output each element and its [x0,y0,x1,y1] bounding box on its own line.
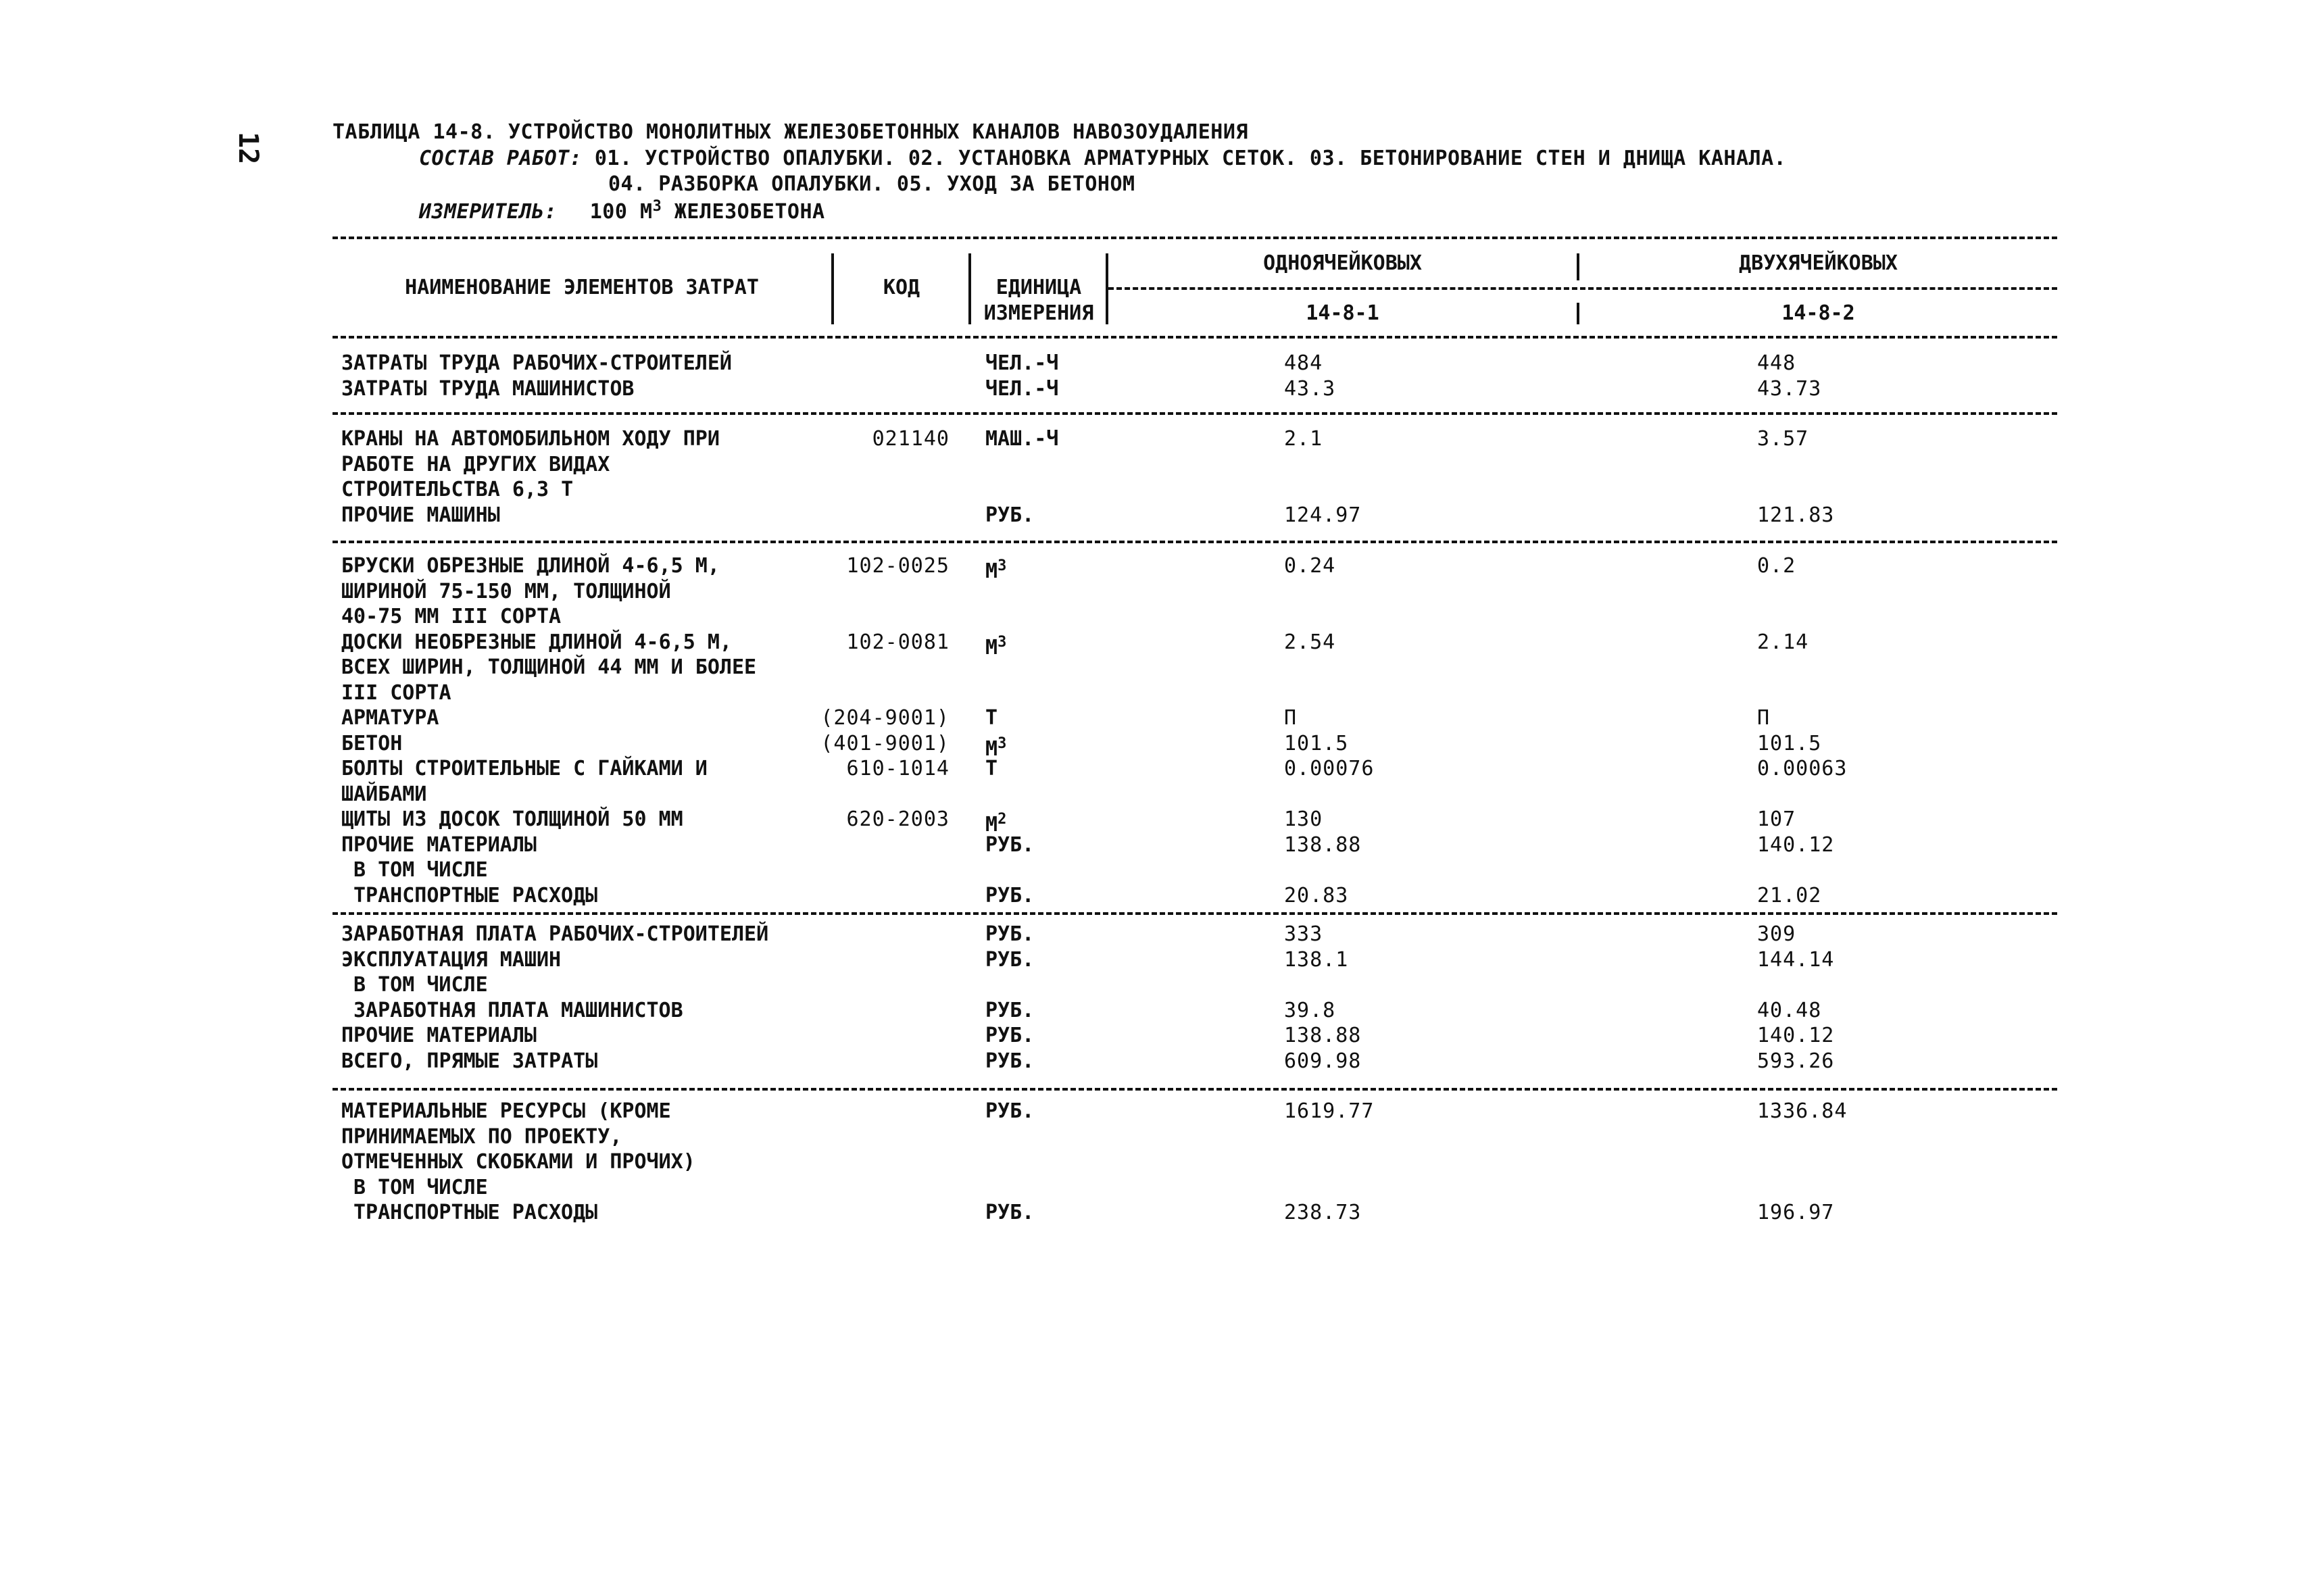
row-unit: РУБ. [985,832,1035,857]
row-code: 620-2003 [846,807,950,831]
row-value-14-8-2: 2.14 [1757,630,1809,654]
row-unit: РУБ. [985,922,1035,946]
row-code: 021140 [872,427,950,451]
page-number: 12 [232,132,264,165]
row-name-line: ОТМЕЧЕННЫХ СКОБКАМИ И ПРОЧИХ) [341,1150,695,1174]
row-value-14-8-2: 40.48 [1757,998,1822,1022]
row-value-14-8-2: 101.5 [1757,731,1822,755]
row-name-line: III СОРТА [341,680,451,705]
table-top-rule [333,236,2057,239]
row-value-14-8-2: П [1757,706,1771,730]
col-header-14-8-1: 14-8-1 [1306,301,1379,325]
row-unit: РУБ. [985,883,1035,907]
table-title: ТАБЛИЦА 14-8. УСТРОЙСТВО МОНОЛИТНЫХ ЖЕЛЕЗОБЕТОННЫХ КАНАЛОВ НАВОЗОУДАЛЕНИЯ [333,120,1248,144]
row-name-line: 40-75 ММ III СОРТА [341,605,562,628]
row-value-14-8-2: 21.02 [1757,883,1822,907]
row-unit: $М^3$ [985,557,1007,583]
row-name-line: АРМАТУРА [341,706,439,730]
group-rule [1108,287,2057,290]
row-value-14-8-1: 39.8 [1284,998,1336,1022]
row-name-line: БЕТОН [341,731,403,755]
row-value-14-8-1: 43.3 [1284,376,1336,401]
row-name-line: ЗАТРАТЫ ТРУДА РАБОЧИХ-СТРОИТЕЛЕЙ [341,351,732,375]
row-value-14-8-1: 609.98 [1284,1049,1362,1073]
row-value-14-8-2: 196.97 [1757,1201,1835,1224]
row-name-line: ТРАНСПОРТНЫЕ РАСХОДЫ [353,1201,598,1224]
section-divider [333,912,2057,915]
row-value-14-8-2: 140.12 [1757,832,1835,857]
work-composition [419,147,1786,170]
row-value-14-8-1: 138.1 [1284,947,1349,972]
row-value-14-8-2: 3.57 [1757,427,1809,451]
row-value-14-8-1: 101.5 [1284,731,1349,755]
row-name-line: СТРОИТЕЛЬСТВА 6,3 Т [341,478,574,501]
row-value-14-8-2: 121.83 [1757,503,1835,527]
row-value-14-8-2: 144.14 [1757,947,1835,972]
row-unit: РУБ. [985,1201,1035,1224]
row-unit: Т [985,706,998,730]
row-name-line: МАТЕРИАЛЬНЫЕ РЕСУРСЫ (КРОМЕ [341,1099,671,1123]
row-name-line: ШИРИНОЙ 75-150 ММ, ТОЛЩИНОЙ [341,579,671,603]
col-header-group-1: ОДНОЯЧЕЙКОВЫХ [1263,251,1422,275]
table-head-rule [333,336,2057,339]
row-name-line: ПРОЧИЕ МАТЕРИАЛЫ [341,832,537,857]
row-name-line: В ТОМ ЧИСЛЕ [353,973,488,997]
row-code: (204-9001) [820,706,950,730]
meter [419,198,825,224]
row-value-14-8-1: 2.54 [1284,630,1336,654]
row-name-line: ПРОЧИЕ МАТЕРИАЛЫ [341,1024,537,1047]
row-name-line: ЗАРАБОТНАЯ ПЛАТА МАШИНИСТОВ [353,998,683,1022]
row-value-14-8-1: 130 [1284,807,1323,831]
row-value-14-8-2: 0.2 [1757,554,1796,578]
row-unit: Т [985,757,998,780]
row-value-14-8-1: 1619.77 [1284,1099,1375,1123]
row-value-14-8-1: 20.83 [1284,883,1349,907]
row-name-line: БРУСКИ ОБРЕЗНЫЕ ДЛИНОЙ 4-6,5 М, [341,554,720,578]
work-line-2: 04. РАЗБОРКА ОПАЛУБКИ. 05. УХОД ЗА БЕТОНОМ [608,172,1135,196]
col-header-unit-2: ИЗМЕРЕНИЯ [983,301,1094,325]
row-unit: ЧЕЛ.-Ч [985,351,1059,375]
col-header-14-8-2: 14-8-2 [1781,301,1855,325]
meter-tail: ЖЕЛЕЗОБЕТОНА [662,200,825,224]
meter-value: 100 М [589,200,653,224]
row-unit: МАШ.-Ч [985,427,1059,451]
row-name-line: В ТОМ ЧИСЛЕ [353,858,488,882]
row-value-14-8-2: 309 [1757,922,1796,946]
meter-sup: 3 [652,198,662,215]
row-name-line: КРАНЫ НА АВТОМОБИЛЬНОМ ХОДУ ПРИ [341,427,720,451]
row-value-14-8-1: 238.73 [1284,1201,1362,1224]
row-value-14-8-1: 0.24 [1284,554,1336,578]
row-value-14-8-1: 138.88 [1284,832,1362,857]
row-code: (401-9001) [820,731,950,755]
row-value-14-8-2: 107 [1757,807,1796,831]
row-value-14-8-1: 0.00076 [1284,757,1375,780]
row-code: 102-0025 [846,554,950,578]
row-unit: ЧЕЛ.-Ч [985,376,1059,401]
row-code: 610-1014 [846,757,950,780]
row-value-14-8-2: 0.00063 [1757,757,1848,780]
row-value-14-8-1: 138.88 [1284,1024,1362,1047]
row-value-14-8-1: 124.97 [1284,503,1362,527]
row-value-14-8-2: 593.26 [1757,1049,1835,1073]
row-name-line: ВСЕХ ШИРИН, ТОЛЩИНОЙ 44 ММ И БОЛЕЕ [341,655,757,679]
row-value-14-8-1: П [1284,706,1298,730]
row-name-line: РАБОТЕ НА ДРУГИХ ВИДАХ [341,452,610,476]
work-line-1: 01. УСТРОЙСТВО ОПАЛУБКИ. 02. УСТАНОВКА АРМАТУРНЫХ СЕТОК. 03. БЕТОНИРОВАНИЕ СТЕН И ДНИЩА КАНАЛА. [594,147,1787,170]
row-unit: РУБ. [985,947,1035,972]
row-code: 102-0081 [846,630,950,654]
section-divider [333,412,2057,415]
row-unit: РУБ. [985,503,1035,527]
row-value-14-8-1: 484 [1284,351,1323,375]
row-unit: РУБ. [985,1099,1035,1123]
row-name-line: ДОСКИ НЕОБРЕЗНЫЕ ДЛИНОЙ 4-6,5 М, [341,630,732,654]
row-value-14-8-1: 333 [1284,922,1323,946]
row-name-line: ЗАТРАТЫ ТРУДА МАШИНИСТОВ [341,376,635,401]
row-unit: $М^3$ [985,633,1007,659]
row-name-line: ВСЕГО, ПРЯМЫЕ ЗАТРАТЫ [341,1049,598,1073]
row-name-line: ТРАНСПОРТНЫЕ РАСХОДЫ [353,883,598,907]
row-value-14-8-2: 43.73 [1757,376,1822,401]
row-unit: $М^2$ [985,811,1007,837]
row-value-14-8-2: 1336.84 [1757,1099,1848,1123]
col-header-code: КОД [883,276,920,299]
row-unit: РУБ. [985,998,1035,1022]
row-name-line: ЭКСПЛУАТАЦИЯ МАШИН [341,947,562,972]
row-name-line: ЩИТЫ ИЗ ДОСОК ТОЛЩИНОЙ 50 ММ [341,807,683,831]
row-name-line: БОЛТЫ СТРОИТЕЛЬНЫЕ С ГАЙКАМИ И [341,757,708,780]
meter-label: ИЗМЕРИТЕЛЬ: [419,200,558,224]
row-unit: $М^3$ [985,734,1007,761]
row-name-line: ШАЙБАМИ [341,782,427,806]
col-header-name: НАИМЕНОВАНИЕ ЭЛЕМЕНТОВ ЗАТРАТ [405,276,759,299]
row-name-line: ЗАРАБОТНАЯ ПЛАТА РАБОЧИХ-СТРОИТЕЛЕЙ [341,922,769,946]
row-unit: РУБ. [985,1049,1035,1073]
row-unit: РУБ. [985,1024,1035,1047]
section-divider [333,1088,2057,1091]
col-header-unit-1: ЕДИНИЦА [995,276,1082,299]
section-divider [333,541,2057,543]
row-name-line: ПРИНИМАЕМЫХ ПО ПРОЕКТУ, [341,1124,622,1149]
col-header-group-2: ДВУХЯЧЕЙКОВЫХ [1739,251,1898,275]
row-value-14-8-1: 2.1 [1284,427,1323,451]
row-value-14-8-2: 448 [1757,351,1796,375]
row-name-line: В ТОМ ЧИСЛЕ [353,1175,488,1199]
work-label: СОСТАВ РАБОТ: [419,147,583,170]
row-value-14-8-2: 140.12 [1757,1024,1835,1047]
row-name-line: ПРОЧИЕ МАШИНЫ [341,503,500,527]
